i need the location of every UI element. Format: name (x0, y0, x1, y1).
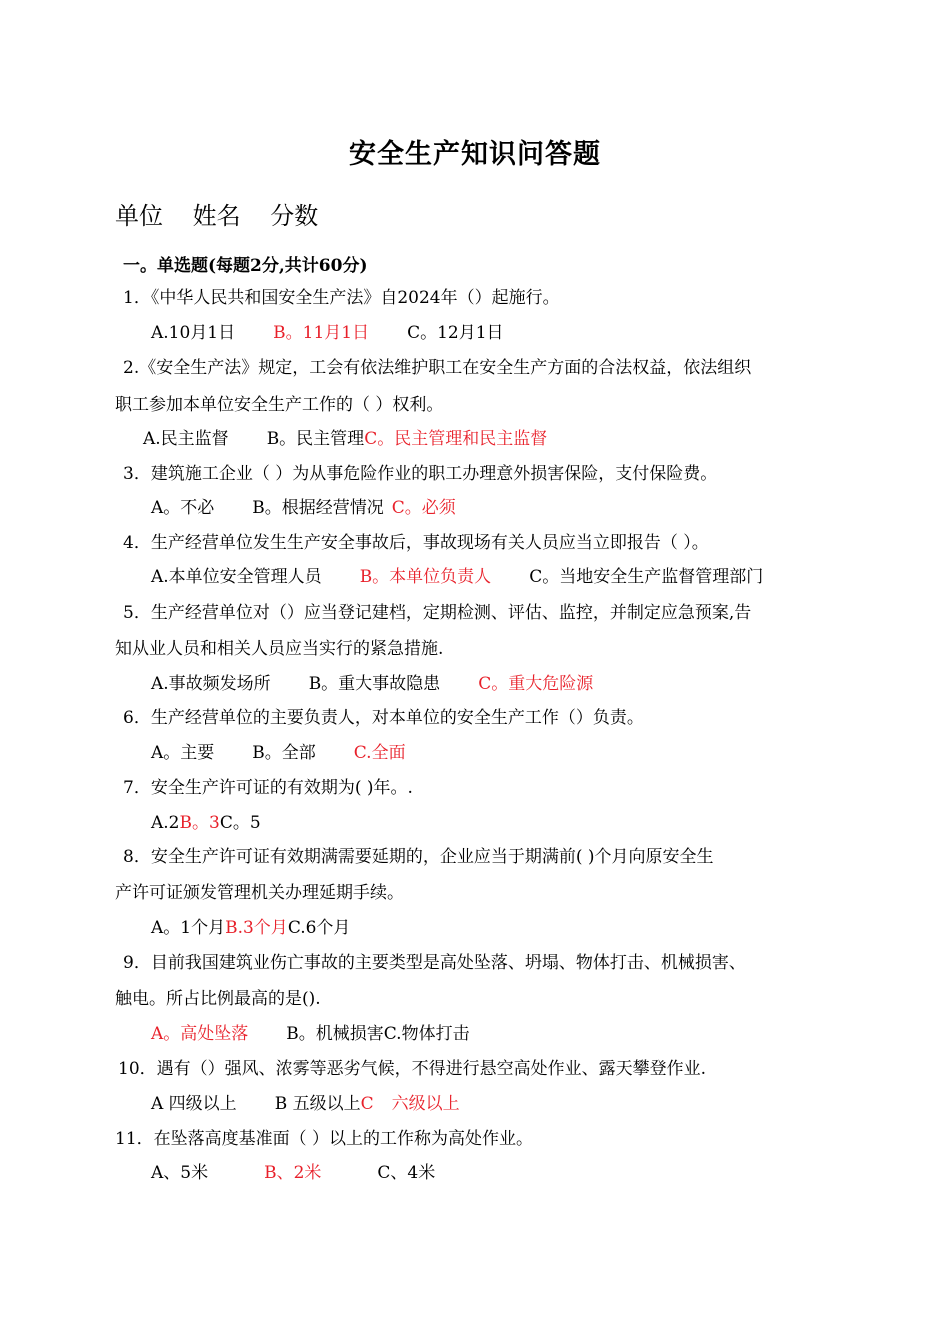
option-c-letter: C (360, 1094, 374, 1114)
question-1-options (151, 321, 504, 345)
option-c-text: 六级以上 (391, 1094, 460, 1114)
question-5-line-1: 5．生产经营单位对（）应当登记建档，定期检测、评估、监控，并制定应急预案,告 (123, 603, 752, 623)
question-5-line-2: 知从业人员和相关人员应当实行的紧急措施. (115, 639, 444, 659)
option-c-answer (361, 1094, 460, 1114)
option-a: A。主要 (151, 743, 215, 763)
question-9-line-2: 触电。所占比例最高的是(). (115, 989, 321, 1009)
option-c: C。12月1日 (407, 323, 504, 343)
option-b-answer: B。3 (179, 813, 220, 833)
question-9-options (151, 1022, 470, 1046)
option-b: B。根据经营情况 (252, 498, 384, 518)
question-3: 3．建筑施工企业（ ）为从事危险作业的职工办理意外损害保险，支付保险费。 (123, 464, 718, 484)
option-a: A.事故频发场所 (151, 674, 271, 694)
option-c: C。当地安全生产监督管理部门 (529, 567, 764, 587)
option-c: C.6个月 (287, 918, 351, 938)
question-7: 7．安全生产许可证的有效期为( )年。. (123, 778, 413, 798)
question-2-options (143, 427, 547, 451)
option-a: A.民主监督 (143, 429, 229, 449)
option-a: A、5米 (151, 1163, 209, 1183)
option-c: C。5 (219, 813, 261, 833)
document-title: 安全生产知识问答题 (349, 139, 601, 170)
question-2-line-2: 职工参加本单位安全生产工作的（ ）权利。 (115, 395, 444, 415)
question-8-options (151, 916, 350, 940)
question-6: 6．生产经营单位的主要负责人，对本单位的安全生产工作（）负责。 (123, 708, 644, 728)
question-11-options (151, 1161, 435, 1185)
option-c: C、4米 (377, 1163, 436, 1183)
question-10-options (151, 1092, 460, 1116)
question-2-line-1: 2.《安全生产法》规定，工会有依法维护职工在安全生产方面的合法权益，依法组织 (123, 358, 752, 378)
option-a: A 四级以上 (151, 1094, 237, 1114)
option-c-answer: C.全面 (353, 743, 406, 763)
question-9-line-1: 9．目前我国建筑业伤亡事故的主要类型是高处坠落、坍塌、物体打击、机械损害、 (123, 953, 746, 973)
option-a: A.10月1日 (151, 323, 236, 343)
section-heading: 一。单选题(每题2分,共计60分) (123, 256, 368, 276)
option-b: B。全部 (252, 743, 316, 763)
question-11: 11．在坠落高度基准面（ ）以上的工作称为高处作业。 (115, 1129, 534, 1149)
option-b-answer: B。本单位负责人 (359, 567, 492, 587)
question-3-options (151, 496, 456, 520)
unit-label: 单位 (115, 202, 163, 230)
option-c-answer: C。重大危险源 (478, 674, 594, 694)
option-a: A.本单位安全管理人员 (151, 567, 322, 587)
info-line (115, 196, 340, 231)
option-b: B。民主管理 (266, 429, 365, 449)
score-label: 分数 (270, 202, 319, 230)
option-b: B 五级以上 (274, 1094, 361, 1114)
question-8-line-1: 8．安全生产许可证有效期满需要延期的，企业应当于期满前( )个月向原安全生 (123, 847, 714, 867)
option-b-answer: B、2米 (264, 1163, 322, 1183)
option-a-answer: A。高处坠落 (151, 1024, 249, 1044)
option-c-answer: C。民主管理和民主监督 (364, 429, 548, 449)
question-7-options (151, 811, 261, 835)
name-label: 姓名 (192, 202, 241, 230)
option-c-answer: C。必须 (391, 498, 456, 518)
question-6-options (151, 741, 406, 765)
option-a: A.2 (151, 813, 180, 833)
option-b-answer: B.3个月 (225, 918, 288, 938)
question-1: 1．《中华人民共和国安全生产法》自2024年（）起施行。 (123, 288, 560, 308)
option-b: B。重大事故隐患 (308, 674, 441, 694)
question-4: 4．生产经营单位发生生产安全事故后，事故现场有关人员应当立即报告（ ）。 (123, 533, 709, 553)
question-8-line-2: 产许可证颁发管理机关办理延期手续。 (115, 883, 404, 903)
question-4-options (151, 565, 763, 589)
option-a: A。不必 (151, 498, 215, 518)
option-a: A。1个月 (151, 918, 226, 938)
question-10: 10．遇有（）强风、浓雾等恶劣气候，不得进行悬空高处作业、露天攀登作业. (118, 1059, 707, 1079)
option-b-answer: B。11月1日 (273, 323, 370, 343)
option-b: B。机械损害 (286, 1024, 384, 1044)
option-c: C.物体打击 (383, 1024, 470, 1044)
question-5-options (151, 672, 593, 696)
